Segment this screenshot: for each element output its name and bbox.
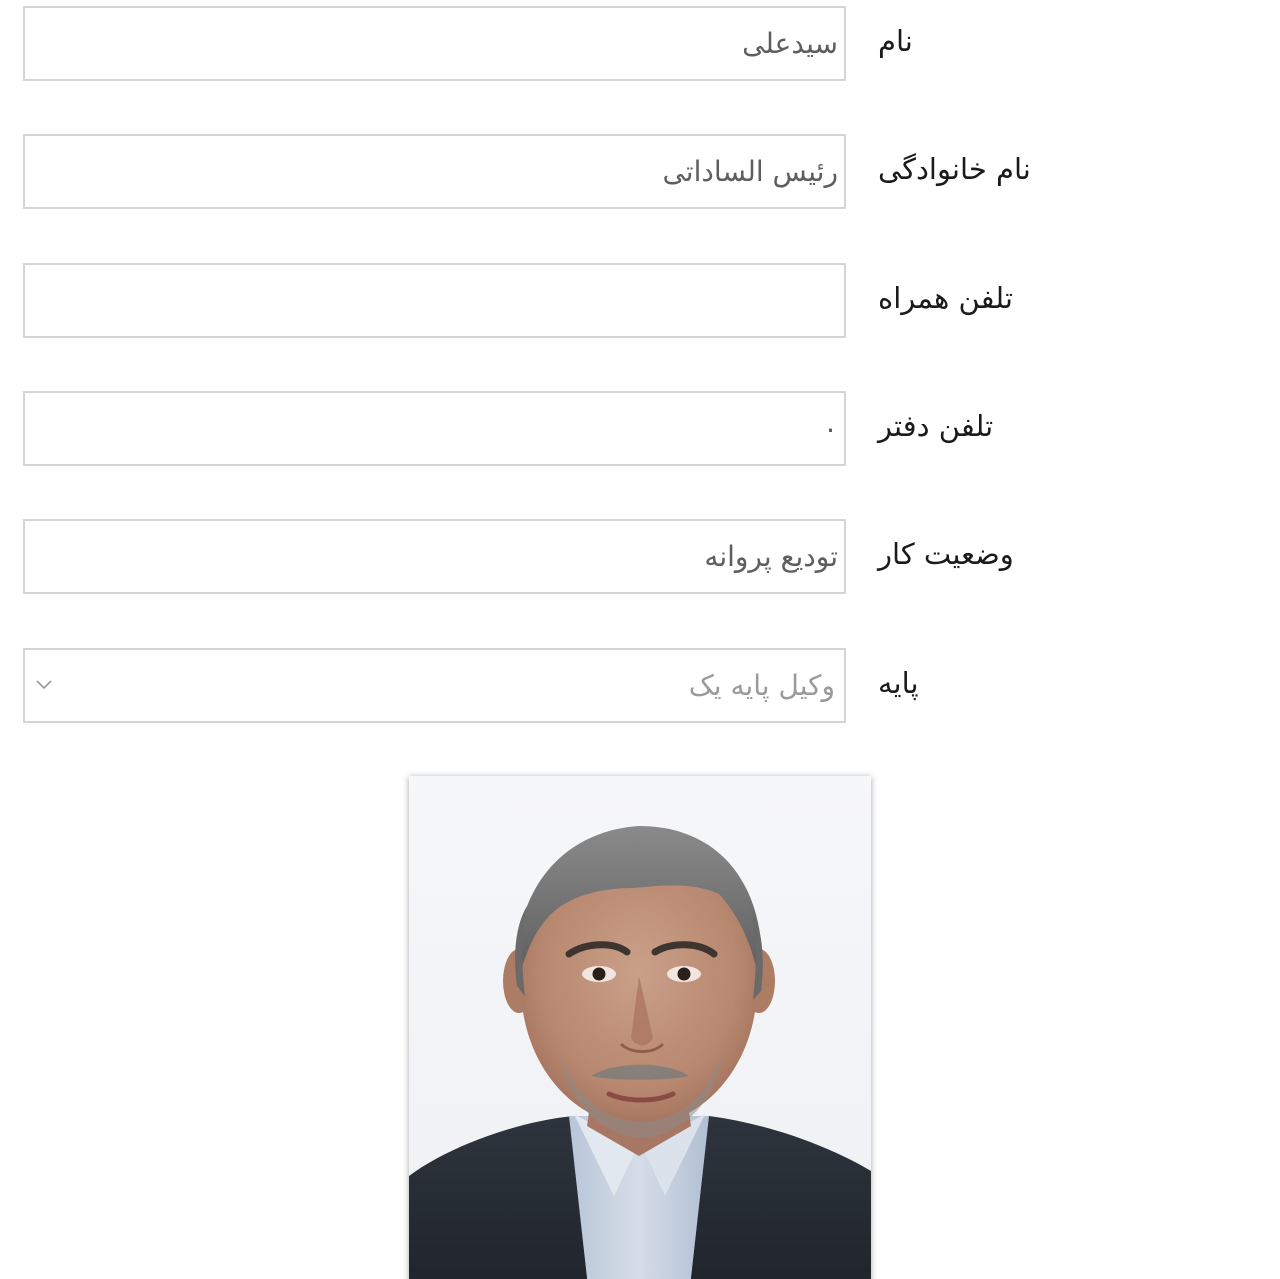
form-row-work-status xyxy=(0,519,1280,595)
grade-selected-value: وکیل پایه یک xyxy=(688,669,835,702)
last-name-value: رئیس الساداتی xyxy=(662,155,838,188)
last-name-label: نام خانوادگی xyxy=(878,152,1031,186)
first-name-value: سیدعلی xyxy=(742,27,838,60)
profile-photo-portrait xyxy=(409,776,871,1279)
first-name-input[interactable] xyxy=(23,6,846,81)
first-name-label: نام xyxy=(878,24,913,58)
mobile-phone-input[interactable] xyxy=(23,263,846,338)
form-row-first-name xyxy=(0,6,1280,82)
profile-photo xyxy=(409,776,871,1279)
office-phone-input[interactable] xyxy=(23,391,846,466)
grade-label: پایه xyxy=(878,666,919,700)
last-name-input[interactable] xyxy=(23,134,846,209)
work-status-input[interactable] xyxy=(23,519,846,594)
mobile-phone-label: تلفن همراه xyxy=(878,281,1013,315)
form-row-office-phone xyxy=(0,391,1280,467)
form-row-last-name xyxy=(0,134,1280,210)
form-row-grade xyxy=(0,648,1280,724)
work-status-value: تودیع پروانه xyxy=(704,540,838,573)
form-row-mobile-phone xyxy=(0,263,1280,339)
work-status-label: وضعیت کار xyxy=(878,537,1014,571)
chevron-down-icon[interactable] xyxy=(35,675,53,693)
office-phone-label: تلفن دفتر xyxy=(878,409,994,443)
grade-select[interactable] xyxy=(23,648,846,723)
office-phone-value: ۰ xyxy=(822,412,838,445)
